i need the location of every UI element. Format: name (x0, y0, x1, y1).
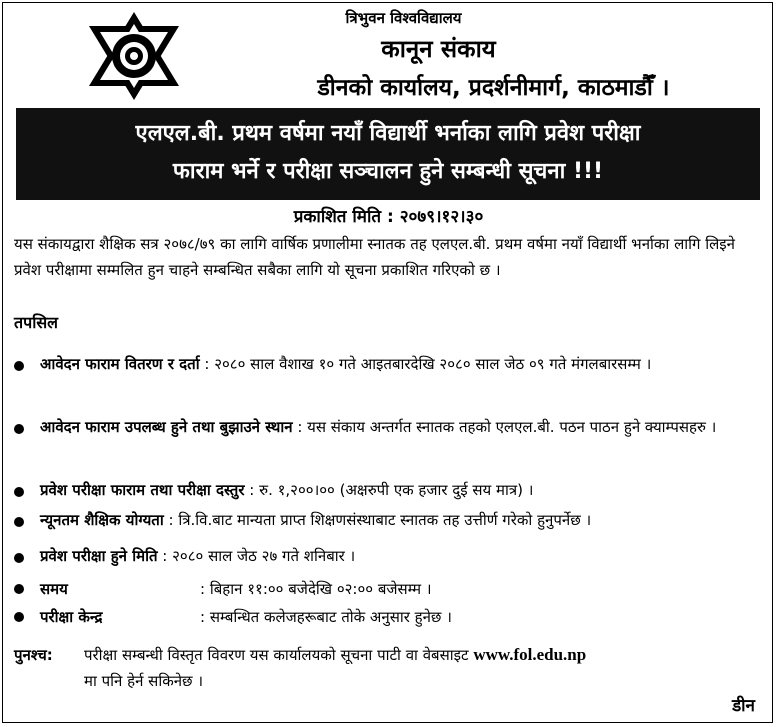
bullet-icon (14, 517, 24, 527)
published-date: प्रकाशित मिति : २०७९।१२।३० (293, 207, 484, 227)
banner-line-1: एलएल.बी. प्रथम वर्षमा नयाँ विद्यार्थी भर्नाका लागि प्रवेश परीक्षा (135, 121, 641, 146)
bullet-icon (14, 584, 24, 594)
university-name: त्रिभुवन विश्वविद्यालय (345, 9, 462, 27)
postscript-label: पुनश्च: (14, 646, 53, 664)
published-value: २०७९।१२।३० (399, 207, 484, 227)
published-label: प्रकाशित मिति (293, 207, 382, 227)
intro-paragraph: यस संकायद्वारा शैक्षिक सत्र २०७८/७९ का लागि वार्षिक प्रणालीमा स्नातक तह एलएल.बी. प्रथम वर्षमा नयाँ विद्यार्थी भर्नाका लागि लिइने प्रवेश परीक्षामा सम्मलित हुन चाहने सम्बन्धित सबैका लागि यो सूचना प्रकाशित गरिएको छ । (14, 235, 735, 279)
website-link[interactable]: www.fol.edu.np (473, 645, 587, 664)
bullet-icon (14, 424, 24, 434)
list-item: आवेदन फाराम उपलब्ध हुने तथा बुझाउने स्थान : यस संकाय अन्तर्गत स्नातक तहको एलएल.बी. पठन पाठन हुने क्याम्पसहरु । (40, 414, 764, 441)
bullet-icon (14, 487, 24, 497)
notice-title-banner (16, 108, 760, 200)
bullet-icon (14, 361, 24, 371)
list-item: समय : बिहान ११:०० बजेदेखि ०२:०० बजेसम्म । (40, 576, 432, 602)
office-address: डीनको कार्यालय, प्रदर्शनीमार्ग, काठमाडौँ । (317, 75, 670, 101)
list-item: न्यूनतम शैक्षिक योग्यता : त्रि.वि.बाट मान्यता प्राप्त शिक्षणसंस्थाबाट स्नातक तह उत्तीर्ण गरेको हुनुपर्नेछ । (40, 507, 764, 534)
postscript: पुनश्च: परीक्षा सम्बन्धी विस्तृत विवरण यस कार्यालयको सूचना पाटी वा वेबसाइट www.fol.edu.np मा पनि हेर्न सकिनेछ । (14, 642, 764, 694)
bullet-icon (14, 553, 24, 563)
list-item: प्रवेश परीक्षा फाराम तथा परीक्षा दस्तुर : रु. १,२००।०० (अक्षरुपी एक हजार दुई सय मात्र) । (40, 477, 764, 504)
list-item: प्रवेश परीक्षा हुने मिति : २०८० साल जेठ २७ गते शनिबार । (40, 543, 764, 570)
signature: डीन (732, 696, 755, 716)
list-item: परीक्षा केन्द्र : सम्बन्धित कलेजहरूबाट तोके अनुसार हुनेछ । (40, 604, 452, 630)
faculty-name: कानून संकाय (381, 35, 496, 63)
bullet-icon (14, 612, 24, 622)
banner-line-2: फाराम भर्ने र परीक्षा सञ्चालन हुने सम्बन्धी सूचना !!! (172, 159, 604, 184)
list-item: आवेदन फाराम वितरण र दर्ता : २०८० साल वैशाख १० गते आइतबारदेखि २०८० साल जेठ ०९ गते मंगलबारसम्म । (40, 351, 764, 378)
details-heading: तपसिल (14, 313, 59, 332)
